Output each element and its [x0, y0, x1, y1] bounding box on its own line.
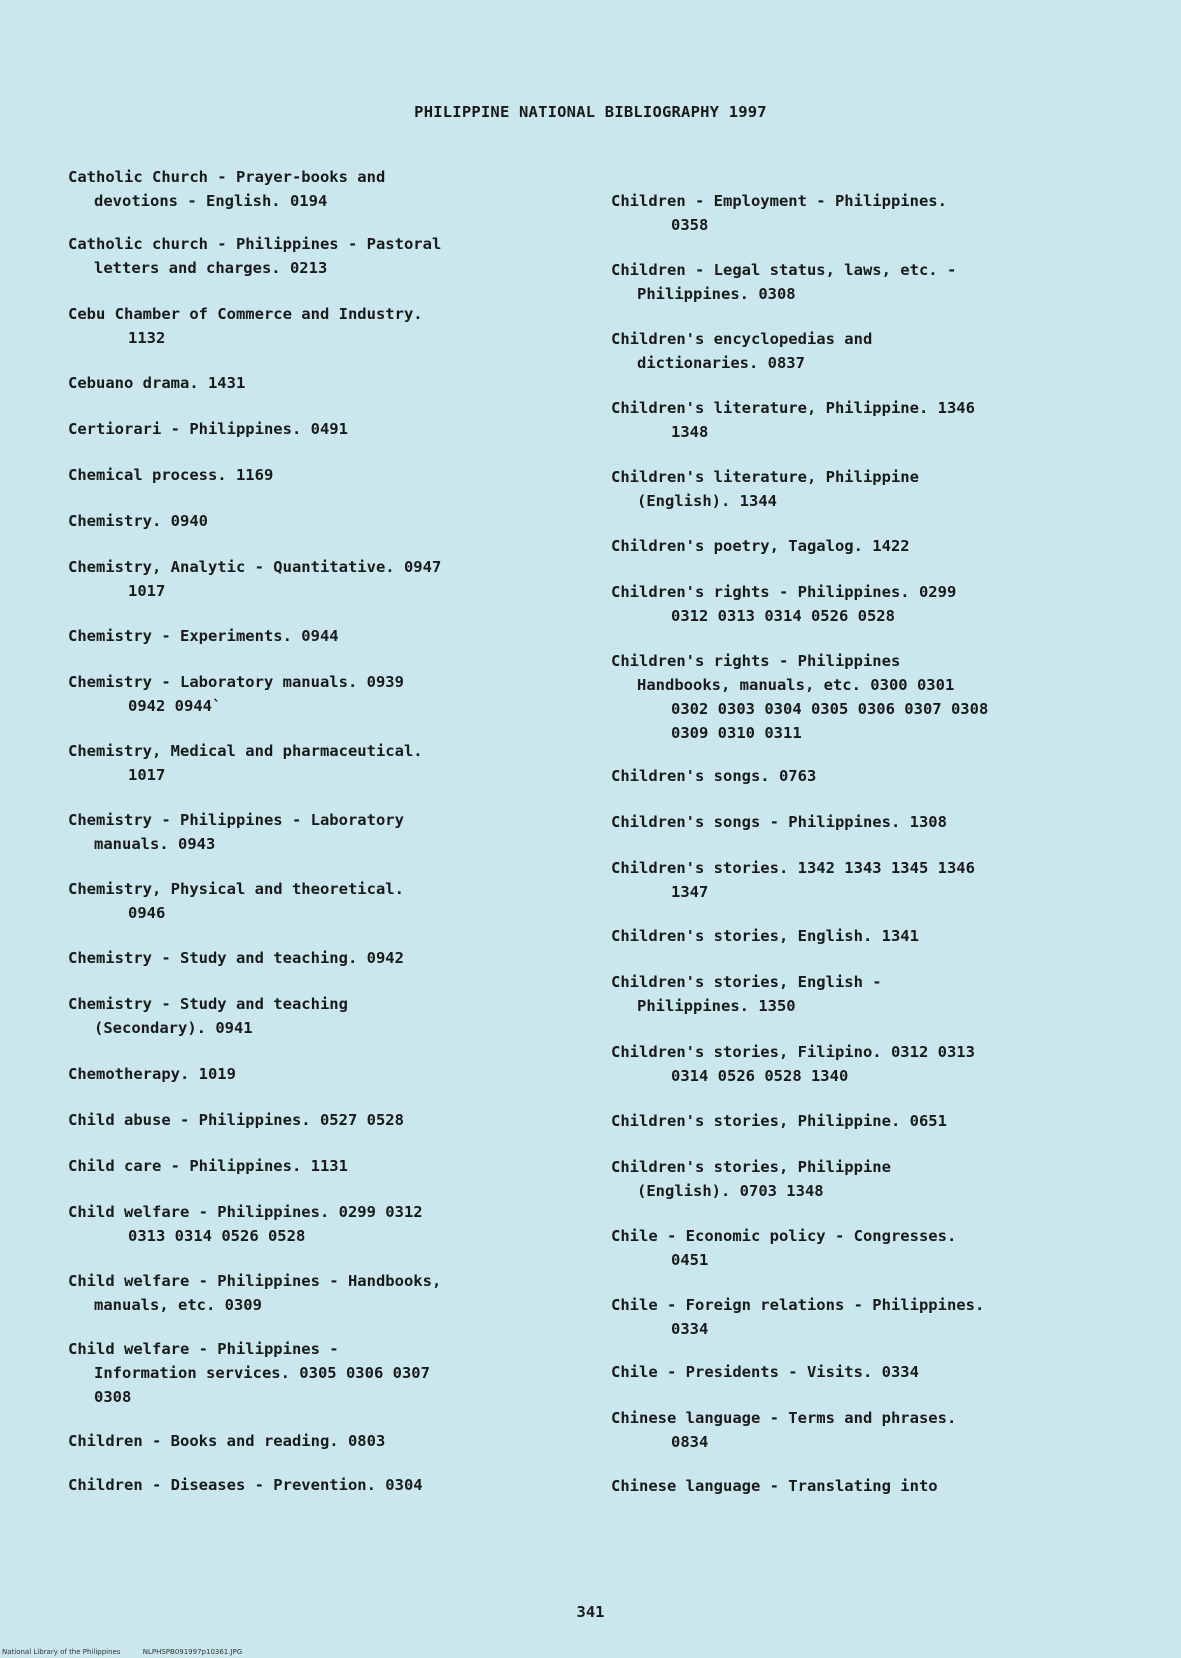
- entry-continuation: Philippines. 0308: [637, 285, 796, 303]
- entry-heading: Certiorari - Philippines. 0491: [68, 420, 348, 438]
- index-entry: [611, 1474, 1131, 1498]
- entry-continuation: 0312 0313 0314 0526 0528: [671, 607, 895, 625]
- entry-continuation: (English). 0703 1348: [637, 1182, 824, 1200]
- entry-continuation: 0302 0303 0304 0305 0306 0307 0308: [671, 700, 989, 718]
- entry-continuation: 0358: [671, 216, 709, 234]
- index-entry: [68, 1269, 588, 1317]
- index-entry: [611, 534, 1131, 558]
- entry-heading: Child abuse - Philippines. 0527 0528: [68, 1111, 404, 1129]
- entry-heading: Chemotherapy. 1019: [68, 1065, 236, 1083]
- index-entry: [611, 396, 1131, 444]
- entry-heading: Children's rights - Philippines. 0299: [611, 583, 957, 601]
- entry-continuation: Information services. 0305 0306 0307: [94, 1364, 430, 1382]
- entry-heading: Children's poetry, Tagalog. 1422: [611, 537, 910, 555]
- index-entry: [611, 1360, 1131, 1384]
- entry-heading: Children - Legal status, laws, etc. -: [611, 261, 957, 279]
- index-entry: [611, 580, 1131, 628]
- entry-heading: Child care - Philippines. 1131: [68, 1157, 348, 1175]
- entry-heading: Chemistry. 0940: [68, 512, 208, 530]
- index-entry: [611, 1109, 1131, 1133]
- index-entry: [68, 1200, 588, 1248]
- index-entry: [68, 463, 588, 487]
- index-entry: [611, 764, 1131, 788]
- entry-continuation: (Secondary). 0941: [94, 1019, 253, 1037]
- entry-heading: Chemistry, Physical and theoretical.: [68, 880, 404, 898]
- index-entry: [68, 1429, 588, 1453]
- index-entry: [611, 189, 1131, 237]
- entry-continuation: Philippines. 1350: [637, 997, 796, 1015]
- index-entry: [68, 1062, 588, 1086]
- entry-continuation: 1348: [671, 423, 709, 441]
- entry-heading: Children's stories, English -: [611, 973, 882, 991]
- entry-continuation: 1347: [671, 883, 709, 901]
- index-entry: [68, 1337, 588, 1409]
- entry-heading: Children's rights - Philippines: [611, 652, 901, 670]
- index-entry: [611, 1040, 1131, 1088]
- index-entry: [611, 1406, 1131, 1454]
- entry-continuation: 0308: [94, 1388, 132, 1406]
- entry-heading: Children's stories, English. 1341: [611, 927, 919, 945]
- index-entry: [611, 1224, 1131, 1272]
- index-entry: [68, 670, 588, 718]
- entry-heading: Children - Books and reading. 0803: [68, 1432, 386, 1450]
- entry-heading: Chemistry - Laboratory manuals. 0939: [68, 673, 404, 691]
- entry-heading: Children's songs. 0763: [611, 767, 817, 785]
- entry-heading: Child welfare - Philippines. 0299 0312: [68, 1203, 423, 1221]
- entry-heading: Children's literature, Philippine: [611, 468, 919, 486]
- entry-continuation: 0946: [128, 904, 166, 922]
- entry-heading: Children - Employment - Philippines.: [611, 192, 947, 210]
- entry-continuation: 0309 0310 0311: [671, 724, 802, 742]
- index-entry: [611, 258, 1131, 306]
- entry-heading: Children's songs - Philippines. 1308: [611, 813, 947, 831]
- entry-heading: Children's stories, Filipino. 0312 0313: [611, 1043, 975, 1061]
- entry-heading: Chemistry - Philippines - Laboratory: [68, 811, 404, 829]
- entry-heading: Chinese language - Terms and phrases.: [611, 1409, 957, 1427]
- entry-heading: Children's stories, Philippine: [611, 1158, 891, 1176]
- entry-heading: Chemical process. 1169: [68, 466, 274, 484]
- page-number: 341: [576, 1603, 605, 1621]
- index-entry: [68, 371, 588, 395]
- index-entry: [611, 327, 1131, 375]
- entry-continuation: 1132: [128, 329, 166, 347]
- index-entry: [68, 1154, 588, 1178]
- entry-heading: Children's stories. 1342 1343 1345 1346: [611, 859, 975, 877]
- index-entry: [68, 165, 588, 213]
- entry-heading: Chile - Foreign relations - Philippines.: [611, 1296, 985, 1314]
- index-entry: [611, 810, 1131, 834]
- index-entry: [611, 856, 1131, 904]
- index-entry: [68, 509, 588, 533]
- entry-heading: Children's literature, Philippine. 1346: [611, 399, 975, 417]
- entry-heading: Child welfare - Philippines - Handbooks,: [68, 1272, 442, 1290]
- footer-library: National Library of the Philippines: [2, 1648, 121, 1656]
- entry-continuation: manuals. 0943: [94, 835, 216, 853]
- entry-heading: Children's encyclopedias and: [611, 330, 873, 348]
- index-entry: [68, 302, 588, 350]
- entry-continuation: dictionaries. 0837: [637, 354, 805, 372]
- entry-continuation: manuals, etc. 0309: [94, 1296, 262, 1314]
- entry-heading: Cebuano drama. 1431: [68, 374, 246, 392]
- index-entry: [68, 1473, 588, 1497]
- entry-heading: Chemistry - Study and teaching: [68, 995, 348, 1013]
- entry-continuation: 0834: [671, 1433, 709, 1451]
- entry-heading: Children's stories, Philippine. 0651: [611, 1112, 947, 1130]
- index-entry: [611, 970, 1131, 1018]
- entry-continuation: 0942 0944`: [128, 697, 222, 715]
- entry-continuation: 0334: [671, 1320, 709, 1338]
- entry-heading: Chinese language - Translating into: [611, 1477, 938, 1495]
- index-entry: [68, 1108, 588, 1132]
- entry-heading: Cebu Chamber of Commerce and Industry.: [68, 305, 423, 323]
- entry-heading: Chemistry, Analytic - Quantitative. 0947: [68, 558, 442, 576]
- entry-continuation: 0313 0314 0526 0528: [128, 1227, 306, 1245]
- index-entry: [611, 649, 1131, 745]
- index-entry: [68, 417, 588, 441]
- entry-heading: Chile - Presidents - Visits. 0334: [611, 1363, 919, 1381]
- entry-continuation: letters and charges. 0213: [94, 259, 328, 277]
- entry-continuation: devotions - English. 0194: [94, 192, 328, 210]
- index-entry: [611, 1155, 1131, 1203]
- entry-continuation: 0314 0526 0528 1340: [671, 1067, 849, 1085]
- entry-continuation: 0451: [671, 1251, 709, 1269]
- index-entry: [68, 877, 588, 925]
- index-entry: [68, 624, 588, 648]
- index-entry: [68, 739, 588, 787]
- index-entry: [611, 1293, 1131, 1341]
- entry-heading: Chemistry - Study and teaching. 0942: [68, 949, 404, 967]
- footer-filename: NLPHSPB091997p10361.JPG: [142, 1648, 243, 1656]
- entry-heading: Catholic Church - Prayer-books and: [68, 168, 386, 186]
- entry-heading: Chile - Economic policy - Congresses.: [611, 1227, 957, 1245]
- entry-heading: Child welfare - Philippines -: [68, 1340, 339, 1358]
- index-entry: [68, 808, 588, 856]
- entry-continuation: (English). 1344: [637, 492, 777, 510]
- index-entry: [611, 924, 1131, 948]
- scan-footer: [2, 1648, 262, 1656]
- page-title: PHILIPPINE NATIONAL BIBLIOGRAPHY 1997: [414, 103, 767, 121]
- entry-heading: Catholic church - Philippines - Pastoral: [68, 235, 442, 253]
- entry-continuation: 1017: [128, 766, 166, 784]
- index-entry: [68, 946, 588, 970]
- entry-continuation: 1017: [128, 582, 166, 600]
- index-entry: [611, 465, 1131, 513]
- index-entry: [68, 555, 588, 603]
- entry-heading: Children - Diseases - Prevention. 0304: [68, 1476, 423, 1494]
- index-entry: [68, 232, 588, 280]
- entry-heading: Chemistry, Medical and pharmaceutical.: [68, 742, 423, 760]
- index-entry: [68, 992, 588, 1040]
- entry-continuation: Handbooks, manuals, etc. 0300 0301: [637, 676, 955, 694]
- entry-heading: Chemistry - Experiments. 0944: [68, 627, 339, 645]
